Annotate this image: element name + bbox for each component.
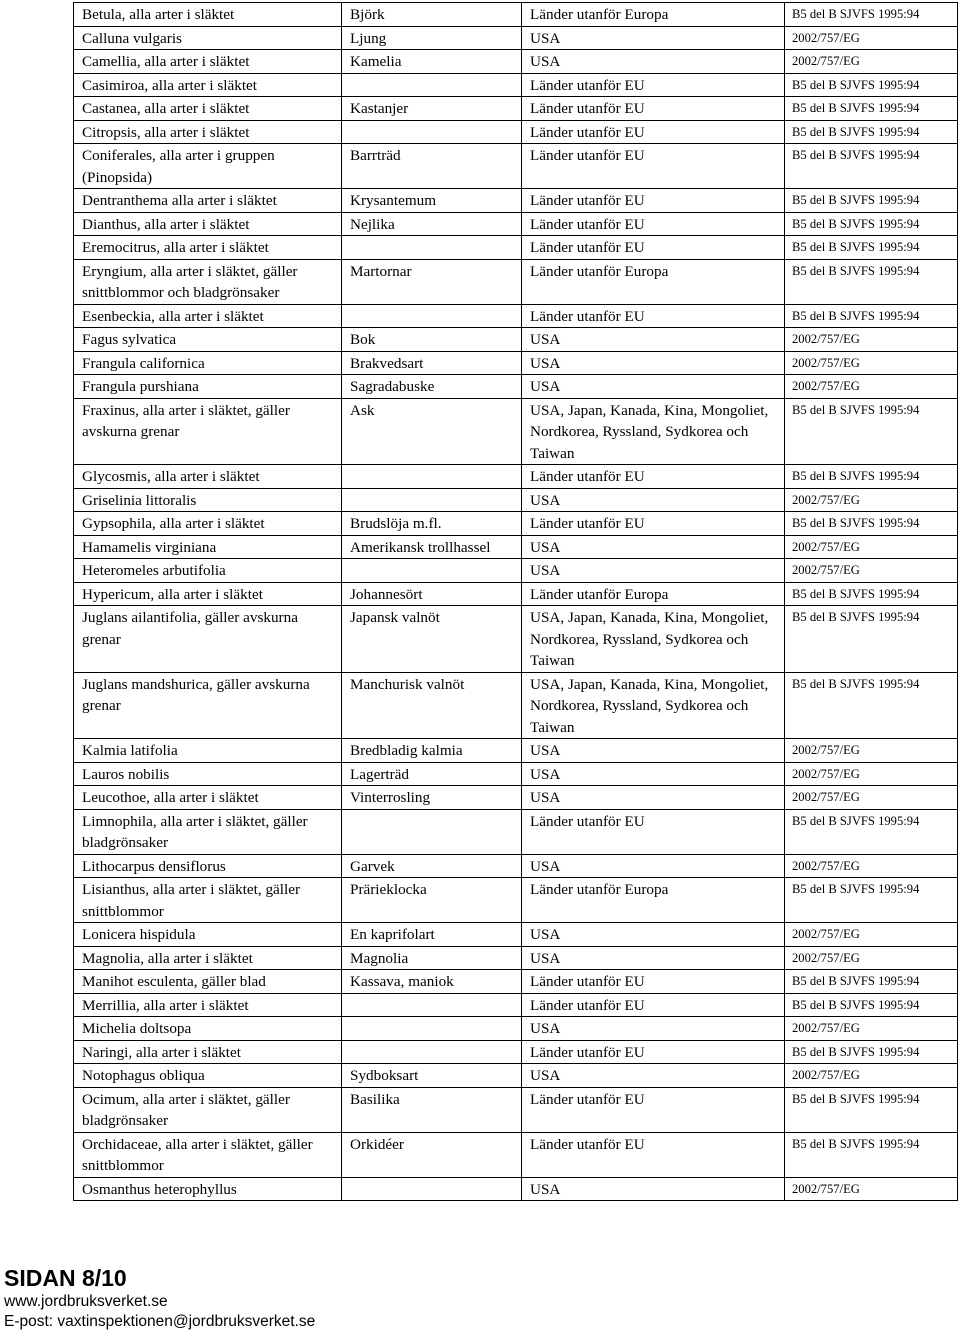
origin-cell: USA [522,1017,785,1041]
origin-cell: USA [522,375,785,399]
origin-cell: Länder utanför EU [522,1040,785,1064]
table-row [74,809,958,854]
website-link[interactable]: www.jordbruksverket.se [4,1293,168,1310]
species-cell: Lisianthus, alla arter i släktet, gäller snittblommor [74,878,342,923]
origin-cell: USA [522,739,785,763]
table-row [74,1132,958,1177]
common-name-cell: Martornar [342,259,522,304]
table-row [74,535,958,559]
origin-cell: Länder utanför EU [522,1087,785,1132]
regulation-cell: 2002/757/EG [785,1177,958,1201]
common-name-cell: En kaprifolart [342,923,522,947]
regulation-cell: B5 del B SJVFS 1995:94 [785,304,958,328]
common-name-cell: Björk [342,3,522,27]
species-cell: Notophagus obliqua [74,1064,342,1088]
origin-cell: USA [522,559,785,583]
species-cell: Michelia doltsopa [74,1017,342,1041]
regulation-cell: 2002/757/EG [785,786,958,810]
origin-cell: Länder utanför Europa [522,878,785,923]
species-cell: Orchidaceae, alla arter i släktet, gäller snittblommor [74,1132,342,1177]
origin-cell: USA [522,351,785,375]
regulation-cell: 2002/757/EG [785,50,958,74]
common-name-cell: Johannesört [342,582,522,606]
common-name-cell [342,120,522,144]
table-row [74,993,958,1017]
regulation-cell: 2002/757/EG [785,559,958,583]
origin-cell: USA, Japan, Kanada, Kina, Mongoliet, Nordkorea, Ryssland, Sydkorea och Taiwan [522,606,785,673]
common-name-cell [342,559,522,583]
origin-cell: USA [522,854,785,878]
common-name-cell [342,993,522,1017]
common-name-cell: Bok [342,328,522,352]
table-row [74,50,958,74]
species-cell: Esenbeckia, alla arter i släktet [74,304,342,328]
species-cell: Naringi, alla arter i släktet [74,1040,342,1064]
regulation-cell: B5 del B SJVFS 1995:94 [785,3,958,27]
origin-cell: USA [522,1064,785,1088]
regulation-cell: B5 del B SJVFS 1995:94 [785,672,958,739]
species-cell: Calluna vulgaris [74,26,342,50]
regulation-cell: B5 del B SJVFS 1995:94 [785,970,958,994]
table-row [74,854,958,878]
table-row [74,1064,958,1088]
common-name-cell [342,236,522,260]
origin-cell: Länder utanför EU [522,970,785,994]
regulation-cell: B5 del B SJVFS 1995:94 [785,398,958,465]
origin-cell: USA [522,535,785,559]
regulation-cell: B5 del B SJVFS 1995:94 [785,606,958,673]
species-cell: Manihot esculenta, gäller blad [74,970,342,994]
origin-cell: Länder utanför EU [522,1132,785,1177]
regulation-cell: B5 del B SJVFS 1995:94 [785,212,958,236]
species-cell: Kalmia latifolia [74,739,342,763]
common-name-cell: Garvek [342,854,522,878]
species-cell: Casimiroa, alla arter i släktet [74,73,342,97]
species-cell: Eryngium, alla arter i släktet, gäller snittblommor och bladgrönsaker [74,259,342,304]
species-cell: Juglans ailantifolia, gäller avskurna grenar [74,606,342,673]
origin-cell: USA [522,946,785,970]
table-row [74,73,958,97]
common-name-cell: Kamelia [342,50,522,74]
origin-cell: USA [522,786,785,810]
regulation-cell: 2002/757/EG [785,1064,958,1088]
origin-cell: USA, Japan, Kanada, Kina, Mongoliet, Nordkorea, Ryssland, Sydkorea och Taiwan [522,672,785,739]
table-row [74,923,958,947]
table-row [74,606,958,673]
page-number: SIDAN 8/10 [4,1265,127,1291]
origin-cell: USA [522,50,785,74]
table-row [74,351,958,375]
table-row [74,304,958,328]
common-name-cell [342,304,522,328]
common-name-cell: Krysantemum [342,189,522,213]
origin-cell: USA, Japan, Kanada, Kina, Mongoliet, Nordkorea, Ryssland, Sydkorea och Taiwan [522,398,785,465]
table-row [74,144,958,189]
species-cell: Merrillia, alla arter i släktet [74,993,342,1017]
regulation-cell: 2002/757/EG [785,351,958,375]
table-row [74,328,958,352]
common-name-cell: Nejlika [342,212,522,236]
origin-cell: Länder utanför EU [522,304,785,328]
common-name-cell: Lagerträd [342,762,522,786]
regulation-cell: 2002/757/EG [785,375,958,399]
table-row [74,1017,958,1041]
species-cell: Lauros nobilis [74,762,342,786]
species-cell: Dentranthema alla arter i släktet [74,189,342,213]
regulation-cell: 2002/757/EG [785,535,958,559]
table-row [74,259,958,304]
regulation-cell: B5 del B SJVFS 1995:94 [785,993,958,1017]
regulation-cell: B5 del B SJVFS 1995:94 [785,73,958,97]
regulation-cell: 2002/757/EG [785,1017,958,1041]
regulation-cell: 2002/757/EG [785,328,958,352]
species-cell: Fraxinus, alla arter i släktet, gäller avskurna grenar [74,398,342,465]
table-row [74,786,958,810]
species-cell: Glycosmis, alla arter i släktet [74,465,342,489]
origin-cell: USA [522,923,785,947]
table-row [74,189,958,213]
common-name-cell: Japansk valnöt [342,606,522,673]
table-row [74,488,958,512]
origin-cell: Länder utanför EU [522,512,785,536]
origin-cell: Länder utanför Europa [522,582,785,606]
species-cell: Lonicera hispidula [74,923,342,947]
regulation-cell: B5 del B SJVFS 1995:94 [785,236,958,260]
species-cell: Lithocarpus densiflorus [74,854,342,878]
table-row [74,120,958,144]
table-row [74,1087,958,1132]
table-row [74,1177,958,1201]
species-cell: Griselinia littoralis [74,488,342,512]
origin-cell: USA [522,26,785,50]
table-row [74,375,958,399]
origin-cell: Länder utanför EU [522,73,785,97]
species-cell: Dianthus, alla arter i släktet [74,212,342,236]
common-name-cell [342,1040,522,1064]
origin-cell: Länder utanför EU [522,236,785,260]
species-cell: Frangula purshiana [74,375,342,399]
origin-cell: USA [522,328,785,352]
table-row [74,582,958,606]
species-cell: Juglans mandshurica, gäller avskurna grenar [74,672,342,739]
species-cell: Fagus sylvatica [74,328,342,352]
common-name-cell: Manchurisk valnöt [342,672,522,739]
common-name-cell: Basilika [342,1087,522,1132]
species-cell: Ocimum, alla arter i släktet, gäller bladgrönsaker [74,1087,342,1132]
common-name-cell [342,465,522,489]
species-cell: Leucothoe, alla arter i släktet [74,786,342,810]
regulation-cell: B5 del B SJVFS 1995:94 [785,1132,958,1177]
regulation-cell: 2002/757/EG [785,923,958,947]
regulation-cell: B5 del B SJVFS 1995:94 [785,1040,958,1064]
page-footer [4,1264,315,1332]
regulation-cell: 2002/757/EG [785,762,958,786]
regulation-cell: B5 del B SJVFS 1995:94 [785,465,958,489]
origin-cell: USA [522,762,785,786]
species-cell: Limnophila, alla arter i släktet, gäller bladgrönsaker [74,809,342,854]
regulation-cell: B5 del B SJVFS 1995:94 [785,189,958,213]
species-cell: Frangula californica [74,351,342,375]
regulation-cell: 2002/757/EG [785,946,958,970]
regulation-cell: B5 del B SJVFS 1995:94 [785,582,958,606]
table-row [74,559,958,583]
species-cell: Gypsophila, alla arter i släktet [74,512,342,536]
table-row [74,26,958,50]
common-name-cell: Prärieklocka [342,878,522,923]
regulation-cell: 2002/757/EG [785,488,958,512]
origin-cell: Länder utanför EU [522,97,785,121]
common-name-cell: Ljung [342,26,522,50]
table-row [74,3,958,27]
species-cell: Osmanthus heterophyllus [74,1177,342,1201]
species-cell: Hypericum, alla arter i släktet [74,582,342,606]
table-row [74,398,958,465]
common-name-cell: Magnolia [342,946,522,970]
table-row [74,1040,958,1064]
species-cell: Castanea, alla arter i släktet [74,97,342,121]
common-name-cell: Vinterrosling [342,786,522,810]
regulation-cell: B5 del B SJVFS 1995:94 [785,120,958,144]
table-row [74,465,958,489]
origin-cell: Länder utanför EU [522,144,785,189]
regulation-cell: B5 del B SJVFS 1995:94 [785,97,958,121]
regulation-cell: 2002/757/EG [785,26,958,50]
common-name-cell: Brakvedsart [342,351,522,375]
common-name-cell [342,73,522,97]
origin-cell: USA [522,1177,785,1201]
common-name-cell: Kassava, maniok [342,970,522,994]
common-name-cell: Sydboksart [342,1064,522,1088]
table-row [74,970,958,994]
regulation-cell: B5 del B SJVFS 1995:94 [785,878,958,923]
table-row [74,236,958,260]
origin-cell: Länder utanför EU [522,189,785,213]
species-cell: Coniferales, alla arter i gruppen (Pinopsida) [74,144,342,189]
common-name-cell: Bredbladig kalmia [342,739,522,763]
common-name-cell: Orkidéer [342,1132,522,1177]
common-name-cell: Ask [342,398,522,465]
common-name-cell [342,1177,522,1201]
species-cell: Hamamelis virginiana [74,535,342,559]
common-name-cell [342,1017,522,1041]
email-link[interactable]: E-post: vaxtinspektionen@jordbruksverket.se [4,1313,316,1330]
origin-cell: USA [522,488,785,512]
species-cell: Betula, alla arter i släktet [74,3,342,27]
table-row [74,739,958,763]
origin-cell: Länder utanför EU [522,993,785,1017]
origin-cell: Länder utanför EU [522,809,785,854]
origin-cell: Länder utanför Europa [522,3,785,27]
common-name-cell [342,809,522,854]
common-name-cell [342,488,522,512]
regulation-cell: B5 del B SJVFS 1995:94 [785,1087,958,1132]
table-row [74,946,958,970]
table-row [74,512,958,536]
table-row [74,878,958,923]
species-cell: Magnolia, alla arter i släktet [74,946,342,970]
origin-cell: Länder utanför EU [522,465,785,489]
common-name-cell: Barrträd [342,144,522,189]
table-body [74,3,958,1201]
origin-cell: Länder utanför EU [522,212,785,236]
origin-cell: Länder utanför EU [522,120,785,144]
regulation-cell: 2002/757/EG [785,854,958,878]
regulation-cell: B5 del B SJVFS 1995:94 [785,809,958,854]
table-row [74,97,958,121]
plant-requirements-table [73,2,958,1201]
species-cell: Camellia, alla arter i släktet [74,50,342,74]
common-name-cell: Kastanjer [342,97,522,121]
common-name-cell: Sagradabuske [342,375,522,399]
species-cell: Heteromeles arbutifolia [74,559,342,583]
regulation-cell: 2002/757/EG [785,739,958,763]
species-cell: Citropsis, alla arter i släktet [74,120,342,144]
table-row [74,212,958,236]
table-row [74,762,958,786]
species-cell: Eremocitrus, alla arter i släktet [74,236,342,260]
table-row [74,672,958,739]
regulation-cell: B5 del B SJVFS 1995:94 [785,144,958,189]
origin-cell: Länder utanför Europa [522,259,785,304]
regulation-cell: B5 del B SJVFS 1995:94 [785,512,958,536]
common-name-cell: Brudslöja m.fl. [342,512,522,536]
regulation-cell: B5 del B SJVFS 1995:94 [785,259,958,304]
common-name-cell: Amerikansk trollhassel [342,535,522,559]
